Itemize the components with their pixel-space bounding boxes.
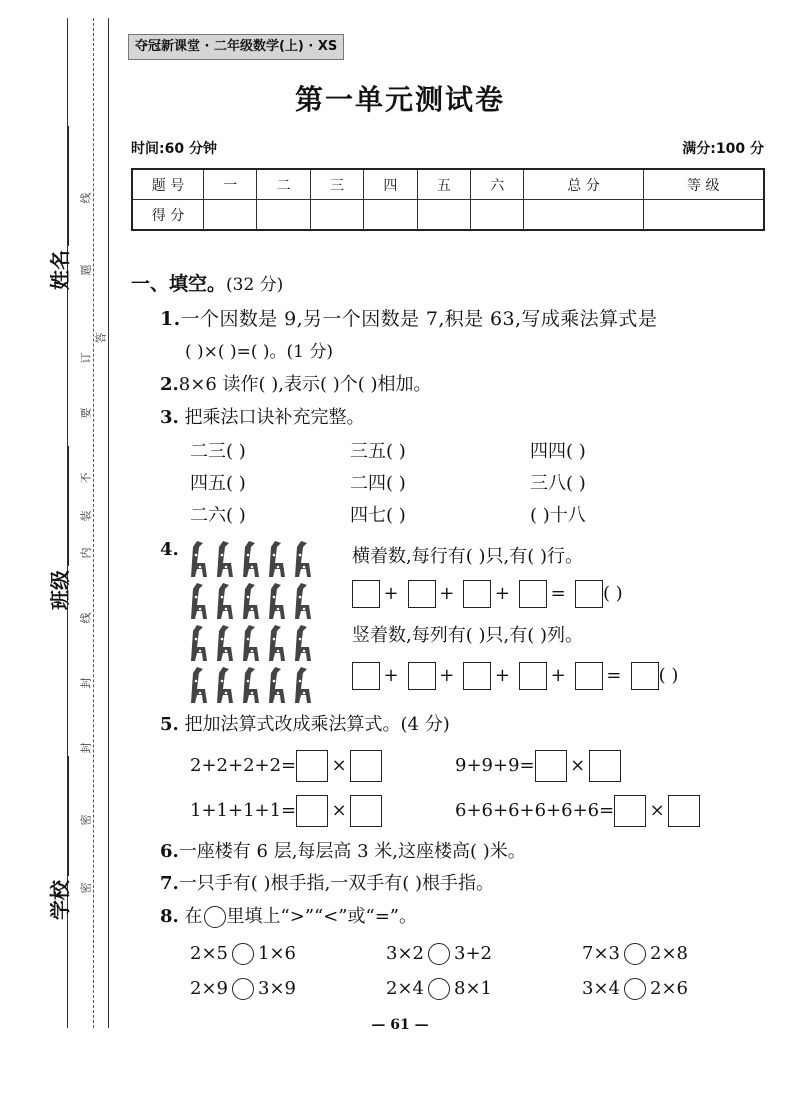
multiplication-rhyme: 二三( ) xyxy=(190,441,246,462)
binding-char: 线 xyxy=(79,612,93,624)
compare-item: 2×4 8×1 xyxy=(386,978,492,999)
section-heading: 一、填空。(32 分) xyxy=(131,273,284,295)
school-label: 学校 xyxy=(44,756,73,920)
answer-box[interactable] xyxy=(614,795,646,827)
table-row-label: 得 分 xyxy=(132,200,204,231)
answer-box[interactable] xyxy=(352,662,380,690)
question-4-col-text: 竖着数,每列有( )只,有( )列。 xyxy=(352,625,583,646)
score-cell[interactable] xyxy=(204,200,257,231)
binding-char: 装 xyxy=(79,510,93,522)
compare-circle[interactable] xyxy=(428,978,450,1000)
score-cell[interactable] xyxy=(364,200,417,231)
answer-box[interactable] xyxy=(352,580,380,608)
giraffe-grid-image xyxy=(181,535,327,707)
score-cell[interactable] xyxy=(310,200,363,231)
table-header-cell: 一 xyxy=(204,169,257,200)
binding-char: 密 xyxy=(79,882,93,894)
question-5: 5. 把加法算式改成乘法算式。(4 分) xyxy=(160,714,450,735)
multiplication-rhyme: 四五( ) xyxy=(190,473,246,494)
add-to-multiply-item: 1+1+1+1= × xyxy=(190,795,382,827)
answer-box[interactable] xyxy=(350,750,382,782)
table-header-cell: 三 xyxy=(310,169,363,200)
answer-box[interactable] xyxy=(519,580,547,608)
answer-box[interactable] xyxy=(408,580,436,608)
score-cell[interactable] xyxy=(643,200,764,231)
table-header-cell: 六 xyxy=(471,169,524,200)
binding-char: 内 xyxy=(79,547,93,559)
multiplication-rhyme: 二四( ) xyxy=(350,473,406,494)
score-cell[interactable] xyxy=(257,200,310,231)
binding-line-right xyxy=(108,18,109,1028)
score-table-row xyxy=(132,200,764,231)
question-1: 1.一个因数是 9,另一个因数是 7,积是 63,写成乘法算式是 xyxy=(160,308,658,330)
answer-box[interactable] xyxy=(668,795,700,827)
question-4-row-text: 横着数,每行有( )只,有( )行。 xyxy=(352,546,583,567)
question-6: 6.一座楼有 6 层,每层高 3 米,这座楼高( )米。 xyxy=(160,841,526,862)
circle-icon xyxy=(204,906,226,928)
table-header-cell: 二 xyxy=(257,169,310,200)
multiplication-rhyme: 三八( ) xyxy=(530,473,586,494)
question-2: 2.8×6 读作( ),表示( )个( )相加。 xyxy=(160,374,432,395)
answer-box[interactable] xyxy=(631,662,659,690)
add-to-multiply-item: 9+9+9= × xyxy=(455,750,621,782)
table-header-cell: 四 xyxy=(364,169,417,200)
answer-box[interactable] xyxy=(296,795,328,827)
answer-box[interactable] xyxy=(575,580,603,608)
table-header-cell: 等 级 xyxy=(643,169,764,200)
time-limit: 时间:60 分钟 xyxy=(131,141,217,157)
binding-char: 订 xyxy=(79,352,93,364)
score-cell[interactable] xyxy=(471,200,524,231)
score-cell[interactable] xyxy=(524,200,643,231)
table-header-cell: 题 号 xyxy=(132,169,204,200)
compare-item: 7×3 2×8 xyxy=(582,943,688,964)
answer-box[interactable] xyxy=(463,580,491,608)
answer-box[interactable] xyxy=(350,795,382,827)
answer-box[interactable] xyxy=(296,750,328,782)
add-to-multiply-item: 2+2+2+2= × xyxy=(190,750,382,782)
binding-char: 线 xyxy=(79,192,93,204)
question-4-row-equation: + + + = ( ) xyxy=(352,578,623,610)
compare-circle[interactable] xyxy=(624,978,646,1000)
answer-box[interactable] xyxy=(589,750,621,782)
score-table xyxy=(131,168,765,231)
question-3: 3. 把乘法口诀补充完整。 xyxy=(160,407,365,428)
question-8: 8. 在 里填上“>”“<”或“=”。 xyxy=(160,906,417,927)
answer-box[interactable] xyxy=(519,662,547,690)
page-number: — 61 — xyxy=(371,1017,429,1033)
score-table-header-row xyxy=(132,169,764,200)
add-to-multiply-item: 6+6+6+6+6+6= × xyxy=(455,795,700,827)
question-4-number: 4. xyxy=(160,539,179,560)
binding-line-mid xyxy=(93,18,94,1028)
page-title: 第一单元测试卷 xyxy=(294,83,505,116)
binding-char: 题 xyxy=(79,264,93,276)
compare-circle[interactable] xyxy=(428,943,450,965)
class-label: 班级 xyxy=(44,446,73,610)
answer-box[interactable] xyxy=(408,662,436,690)
binding-char: 封 xyxy=(79,742,93,754)
multiplication-rhyme: ( )十八 xyxy=(530,505,586,526)
compare-circle[interactable] xyxy=(232,978,254,1000)
question-1-blanks: ( )×( )=( )。(1 分) xyxy=(185,342,333,362)
question-4-col-equation: + + + + = ( ) xyxy=(352,660,678,692)
compare-item: 3×2 3+2 xyxy=(386,943,492,964)
compare-circle[interactable] xyxy=(232,943,254,965)
compare-item: 2×5 1×6 xyxy=(190,943,296,964)
table-header-cell: 五 xyxy=(417,169,470,200)
binding-char: 封 xyxy=(79,677,93,689)
multiplication-rhyme: 三五( ) xyxy=(350,441,406,462)
score-cell[interactable] xyxy=(417,200,470,231)
binding-char: 要 xyxy=(79,407,93,419)
question-7: 7.一只手有( )根手指,一双手有( )根手指。 xyxy=(160,873,495,894)
answer-box[interactable] xyxy=(575,662,603,690)
table-header-cell: 总 分 xyxy=(524,169,643,200)
compare-item: 3×4 2×6 xyxy=(582,978,688,999)
binding-char: 不 xyxy=(79,472,93,484)
multiplication-rhyme: 二六( ) xyxy=(190,505,246,526)
answer-box[interactable] xyxy=(463,662,491,690)
compare-circle[interactable] xyxy=(624,943,646,965)
compare-item: 2×9 3×9 xyxy=(190,978,296,999)
answer-box[interactable] xyxy=(535,750,567,782)
name-label: 姓名 xyxy=(44,126,73,290)
multiplication-rhyme: 四四( ) xyxy=(530,441,586,462)
full-score: 满分:100 分 xyxy=(682,141,764,157)
multiplication-rhyme: 四七( ) xyxy=(350,505,406,526)
binding-char: 答 xyxy=(94,332,108,344)
series-banner: 夺冠新课堂 · 二年级数学(上) · XS xyxy=(128,34,344,60)
binding-char: 密 xyxy=(79,814,93,826)
